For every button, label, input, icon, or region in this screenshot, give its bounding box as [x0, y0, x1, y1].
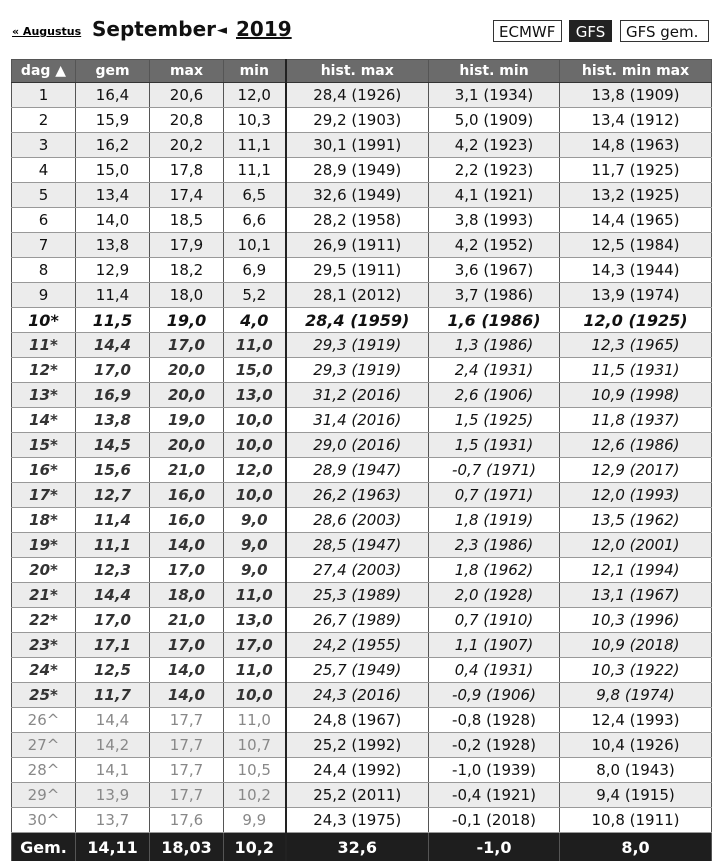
cell-hist-min: 3,7 (1986): [429, 283, 560, 308]
cell-hist-max: 29,0 (2016): [286, 433, 429, 458]
cell-hist-min: 1,6 (1986): [429, 308, 560, 333]
cell-max: 14,0: [150, 683, 224, 708]
cell-hist-min-max: 13,5 (1962): [560, 508, 712, 533]
cell-hist-min-max: 12,0 (1993): [560, 483, 712, 508]
table-row: [12, 533, 712, 558]
cell-hist-min-max: 12,9 (2017): [560, 458, 712, 483]
cell-max: 16,0: [150, 508, 224, 533]
footer-hist-min: -1,0: [429, 833, 560, 861]
cell-hist-min: 2,6 (1906): [429, 383, 560, 408]
column-header-hist-max: hist. max: [286, 60, 429, 83]
cell-hist-max: 28,2 (1958): [286, 208, 429, 233]
cell-gem: 13,7: [76, 808, 150, 833]
cell-min: 13,0: [224, 383, 286, 408]
cell-gem: 11,7: [76, 683, 150, 708]
year-link[interactable]: 2019: [236, 17, 292, 41]
cell-max: 20,0: [150, 358, 224, 383]
table-row: [12, 658, 712, 683]
cell-max: 20,0: [150, 433, 224, 458]
table-row: [12, 83, 712, 108]
table-row: [12, 408, 712, 433]
cell-min: 12,0: [224, 83, 286, 108]
cell-day: 5: [12, 183, 76, 208]
cell-gem: 14,2: [76, 733, 150, 758]
cell-hist-min: -0,2 (1928): [429, 733, 560, 758]
table-row: [12, 283, 712, 308]
table-row: [12, 108, 712, 133]
cell-day: 28^: [12, 758, 76, 783]
cell-min: 10,7: [224, 733, 286, 758]
cell-day: 27^: [12, 733, 76, 758]
cell-day: 17*: [12, 483, 76, 508]
cell-hist-min-max: 9,8 (1974): [560, 683, 712, 708]
cell-gem: 15,6: [76, 458, 150, 483]
cell-day: 6: [12, 208, 76, 233]
column-header-max: max: [150, 60, 224, 83]
cell-hist-min-max: 12,5 (1984): [560, 233, 712, 258]
cell-max: 14,0: [150, 658, 224, 683]
cell-hist-min-max: 10,9 (1998): [560, 383, 712, 408]
cell-hist-min-max: 10,8 (1911): [560, 808, 712, 833]
cell-min: 5,2: [224, 283, 286, 308]
cell-hist-max: 31,4 (2016): [286, 408, 429, 433]
cell-max: 21,0: [150, 608, 224, 633]
cell-gem: 11,4: [76, 508, 150, 533]
cell-gem: 13,9: [76, 783, 150, 808]
cell-hist-max: 26,7 (1989): [286, 608, 429, 633]
cell-day: 12*: [12, 358, 76, 383]
cell-gem: 14,4: [76, 708, 150, 733]
cell-min: 10,0: [224, 683, 286, 708]
cell-hist-min-max: 12,0 (1925): [560, 308, 712, 333]
cell-gem: 13,8: [76, 408, 150, 433]
cell-day: 19*: [12, 533, 76, 558]
model-button-ecmwf[interactable]: ECMWF: [493, 20, 562, 42]
cell-min: 4,0: [224, 308, 286, 333]
cell-hist-min: -0,8 (1928): [429, 708, 560, 733]
footer-gem: 14,11: [76, 833, 150, 861]
cell-hist-max: 24,3 (1975): [286, 808, 429, 833]
cell-gem: 11,4: [76, 283, 150, 308]
cell-day: 24*: [12, 658, 76, 683]
cell-hist-min: -0,4 (1921): [429, 783, 560, 808]
cell-min: 10,1: [224, 233, 286, 258]
cell-day: 22*: [12, 608, 76, 633]
cell-max: 17,8: [150, 158, 224, 183]
cell-gem: 14,0: [76, 208, 150, 233]
cell-hist-max: 26,9 (1911): [286, 233, 429, 258]
cell-hist-min-max: 12,1 (1994): [560, 558, 712, 583]
cell-max: 18,0: [150, 583, 224, 608]
cell-min: 10,0: [224, 408, 286, 433]
table-row: [12, 483, 712, 508]
cell-min: 13,0: [224, 608, 286, 633]
cell-min: 9,0: [224, 558, 286, 583]
cell-hist-min-max: 12,3 (1965): [560, 333, 712, 358]
cell-hist-min: -1,0 (1939): [429, 758, 560, 783]
cell-hist-max: 28,1 (2012): [286, 283, 429, 308]
table-row: [12, 683, 712, 708]
table-row: [12, 558, 712, 583]
month-title: September: [92, 17, 216, 41]
table-row: [12, 233, 712, 258]
cell-gem: 14,4: [76, 583, 150, 608]
cell-gem: 12,9: [76, 258, 150, 283]
cell-day: 8: [12, 258, 76, 283]
cell-max: 18,5: [150, 208, 224, 233]
cell-hist-max: 24,3 (2016): [286, 683, 429, 708]
cell-day: 21*: [12, 583, 76, 608]
cell-hist-min-max: 14,3 (1944): [560, 258, 712, 283]
cell-hist-min-max: 14,8 (1963): [560, 133, 712, 158]
cell-hist-max: 28,4 (1926): [286, 83, 429, 108]
cell-max: 17,7: [150, 708, 224, 733]
table-row: [12, 458, 712, 483]
cell-gem: 15,9: [76, 108, 150, 133]
table-row: [12, 308, 712, 333]
table-row: [12, 733, 712, 758]
cell-hist-min: 2,4 (1931): [429, 358, 560, 383]
cell-hist-min-max: 13,9 (1974): [560, 283, 712, 308]
cell-hist-min-max: 12,0 (2001): [560, 533, 712, 558]
cell-max: 20,8: [150, 108, 224, 133]
cell-hist-max: 24,4 (1992): [286, 758, 429, 783]
cell-min: 11,0: [224, 708, 286, 733]
cell-min: 10,5: [224, 758, 286, 783]
cell-min: 11,0: [224, 583, 286, 608]
cell-hist-min: 1,1 (1907): [429, 633, 560, 658]
cell-hist-max: 25,3 (1989): [286, 583, 429, 608]
cell-gem: 12,3: [76, 558, 150, 583]
cell-hist-min-max: 8,0 (1943): [560, 758, 712, 783]
cell-hist-max: 29,2 (1903): [286, 108, 429, 133]
cell-hist-max: 28,9 (1947): [286, 458, 429, 483]
cell-hist-min: 0,7 (1910): [429, 608, 560, 633]
cell-hist-min-max: 13,2 (1925): [560, 183, 712, 208]
cell-hist-min: 4,1 (1921): [429, 183, 560, 208]
cell-hist-max: 29,5 (1911): [286, 258, 429, 283]
cell-max: 17,9: [150, 233, 224, 258]
table-row: [12, 258, 712, 283]
cell-hist-min: 1,5 (1931): [429, 433, 560, 458]
table-row: [12, 333, 712, 358]
cell-min: 17,0: [224, 633, 286, 658]
model-button-gfs-gem[interactable]: GFS gem.: [620, 20, 709, 42]
cell-gem: 13,8: [76, 233, 150, 258]
cell-hist-max: 25,2 (1992): [286, 733, 429, 758]
cell-gem: 14,4: [76, 333, 150, 358]
table-row: [12, 183, 712, 208]
cell-day: 30^: [12, 808, 76, 833]
cell-min: 11,0: [224, 333, 286, 358]
cell-min: 10,0: [224, 483, 286, 508]
cell-day: 14*: [12, 408, 76, 433]
table-row: [12, 758, 712, 783]
cell-day: 4: [12, 158, 76, 183]
cell-hist-min-max: 12,4 (1993): [560, 708, 712, 733]
table-row: [12, 383, 712, 408]
cell-hist-max: 24,2 (1955): [286, 633, 429, 658]
cell-hist-min-max: 13,1 (1967): [560, 583, 712, 608]
cell-min: 9,0: [224, 533, 286, 558]
cell-hist-max: 28,6 (2003): [286, 508, 429, 533]
cell-gem: 12,5: [76, 658, 150, 683]
cell-max: 17,7: [150, 733, 224, 758]
cell-min: 11,1: [224, 158, 286, 183]
footer-hist-min-max: 8,0: [560, 833, 712, 861]
cell-day: 23*: [12, 633, 76, 658]
cell-hist-min: 1,8 (1919): [429, 508, 560, 533]
cell-hist-min-max: 10,4 (1926): [560, 733, 712, 758]
cell-day: 16*: [12, 458, 76, 483]
cell-max: 20,2: [150, 133, 224, 158]
cell-hist-min: 1,8 (1962): [429, 558, 560, 583]
cell-day: 13*: [12, 383, 76, 408]
cell-max: 14,0: [150, 533, 224, 558]
cell-hist-min-max: 10,9 (2018): [560, 633, 712, 658]
cell-hist-min-max: 13,8 (1909): [560, 83, 712, 108]
cell-max: 18,0: [150, 283, 224, 308]
cell-gem: 11,1: [76, 533, 150, 558]
column-header-gem: gem: [76, 60, 150, 83]
cell-day: 20*: [12, 558, 76, 583]
cell-min: 6,5: [224, 183, 286, 208]
cell-hist-min: 0,7 (1971): [429, 483, 560, 508]
weather-table: [11, 59, 712, 861]
cell-max: 17,6: [150, 808, 224, 833]
cell-min: 6,6: [224, 208, 286, 233]
cell-gem: 14,5: [76, 433, 150, 458]
footer-min: 10,2: [224, 833, 286, 861]
cell-min: 10,0: [224, 433, 286, 458]
cell-gem: 17,0: [76, 358, 150, 383]
cell-max: 16,0: [150, 483, 224, 508]
cell-max: 17,7: [150, 758, 224, 783]
table-row: [12, 633, 712, 658]
cell-hist-min: 2,2 (1923): [429, 158, 560, 183]
cell-max: 19,0: [150, 308, 224, 333]
table-row: [12, 583, 712, 608]
cell-hist-max: 28,9 (1949): [286, 158, 429, 183]
prev-month-link[interactable]: « Augustus: [12, 25, 81, 38]
cell-hist-min: -0,1 (2018): [429, 808, 560, 833]
cell-day: 2: [12, 108, 76, 133]
cell-hist-min-max: 14,4 (1965): [560, 208, 712, 233]
cell-gem: 15,0: [76, 158, 150, 183]
cell-max: 18,2: [150, 258, 224, 283]
footer-max: 18,03: [150, 833, 224, 861]
cell-hist-min: -0,7 (1971): [429, 458, 560, 483]
cell-hist-max: 29,3 (1919): [286, 333, 429, 358]
cell-day: 9: [12, 283, 76, 308]
cell-max: 20,6: [150, 83, 224, 108]
cell-day: 3: [12, 133, 76, 158]
cell-max: 17,0: [150, 633, 224, 658]
cell-hist-min: 3,8 (1993): [429, 208, 560, 233]
cell-hist-min-max: 10,3 (1996): [560, 608, 712, 633]
table-row: [12, 158, 712, 183]
cell-gem: 13,4: [76, 183, 150, 208]
cell-day: 18*: [12, 508, 76, 533]
cell-day: 11*: [12, 333, 76, 358]
cell-hist-max: 24,8 (1967): [286, 708, 429, 733]
cell-hist-max: 25,7 (1949): [286, 658, 429, 683]
cell-hist-min-max: 11,5 (1931): [560, 358, 712, 383]
cell-hist-min: 3,6 (1967): [429, 258, 560, 283]
table-row: [12, 808, 712, 833]
cell-hist-min-max: 11,7 (1925): [560, 158, 712, 183]
table-header-row: [12, 60, 712, 83]
table-row: [12, 133, 712, 158]
cell-min: 11,1: [224, 133, 286, 158]
cell-hist-max: 31,2 (2016): [286, 383, 429, 408]
cell-gem: 14,1: [76, 758, 150, 783]
cell-hist-min: 0,4 (1931): [429, 658, 560, 683]
footer-hist-max: 32,6: [286, 833, 429, 861]
column-header-hist-min: hist. min: [429, 60, 560, 83]
cell-day: 7: [12, 233, 76, 258]
cell-max: 17,4: [150, 183, 224, 208]
cell-hist-max: 32,6 (1949): [286, 183, 429, 208]
table-row: [12, 508, 712, 533]
cell-gem: 11,5: [76, 308, 150, 333]
cell-max: 19,0: [150, 408, 224, 433]
cell-hist-max: 26,2 (1963): [286, 483, 429, 508]
cell-hist-max: 28,5 (1947): [286, 533, 429, 558]
cell-hist-min: 2,3 (1986): [429, 533, 560, 558]
cell-max: 21,0: [150, 458, 224, 483]
cell-hist-min: 1,3 (1986): [429, 333, 560, 358]
cell-min: 10,2: [224, 783, 286, 808]
cell-gem: 17,0: [76, 608, 150, 633]
cell-hist-min: 1,5 (1925): [429, 408, 560, 433]
cell-max: 17,0: [150, 333, 224, 358]
year-arrow-icon[interactable]: ◄: [217, 23, 227, 38]
column-header-min: min: [224, 60, 286, 83]
column-header-hist-min-max: hist. min max: [560, 60, 712, 83]
column-header-dag[interactable]: dag ▲: [12, 60, 76, 83]
table-row: [12, 358, 712, 383]
cell-day: 1: [12, 83, 76, 108]
cell-hist-max: 28,4 (1959): [286, 308, 429, 333]
cell-day: 15*: [12, 433, 76, 458]
table-row: [12, 608, 712, 633]
cell-hist-min: 4,2 (1952): [429, 233, 560, 258]
table-footer-row: [12, 833, 712, 861]
cell-hist-min-max: 9,4 (1915): [560, 783, 712, 808]
cell-min: 12,0: [224, 458, 286, 483]
cell-day: 29^: [12, 783, 76, 808]
cell-day: 25*: [12, 683, 76, 708]
table-row: [12, 433, 712, 458]
cell-day: 10*: [12, 308, 76, 333]
table-row: [12, 708, 712, 733]
table-row: [12, 208, 712, 233]
cell-min: 9,9: [224, 808, 286, 833]
cell-gem: 16,4: [76, 83, 150, 108]
cell-hist-min: 2,0 (1928): [429, 583, 560, 608]
footer-label: Gem.: [12, 833, 76, 861]
cell-hist-min: -0,9 (1906): [429, 683, 560, 708]
model-button-gfs[interactable]: GFS: [569, 20, 612, 42]
cell-hist-min-max: 10,3 (1922): [560, 658, 712, 683]
cell-day: 26^: [12, 708, 76, 733]
cell-max: 20,0: [150, 383, 224, 408]
cell-max: 17,0: [150, 558, 224, 583]
cell-hist-max: 29,3 (1919): [286, 358, 429, 383]
cell-min: 9,0: [224, 508, 286, 533]
cell-gem: 16,9: [76, 383, 150, 408]
cell-max: 17,7: [150, 783, 224, 808]
cell-hist-min-max: 13,4 (1912): [560, 108, 712, 133]
cell-hist-min: 3,1 (1934): [429, 83, 560, 108]
page-header: [0, 0, 722, 60]
cell-hist-max: 27,4 (2003): [286, 558, 429, 583]
cell-gem: 17,1: [76, 633, 150, 658]
cell-min: 10,3: [224, 108, 286, 133]
cell-min: 6,9: [224, 258, 286, 283]
cell-hist-min-max: 12,6 (1986): [560, 433, 712, 458]
cell-min: 15,0: [224, 358, 286, 383]
cell-hist-max: 30,1 (1991): [286, 133, 429, 158]
cell-min: 11,0: [224, 658, 286, 683]
table-row: [12, 783, 712, 808]
cell-gem: 16,2: [76, 133, 150, 158]
cell-hist-max: 25,2 (2011): [286, 783, 429, 808]
cell-hist-min: 4,2 (1923): [429, 133, 560, 158]
cell-gem: 12,7: [76, 483, 150, 508]
cell-hist-min: 5,0 (1909): [429, 108, 560, 133]
cell-hist-min-max: 11,8 (1937): [560, 408, 712, 433]
